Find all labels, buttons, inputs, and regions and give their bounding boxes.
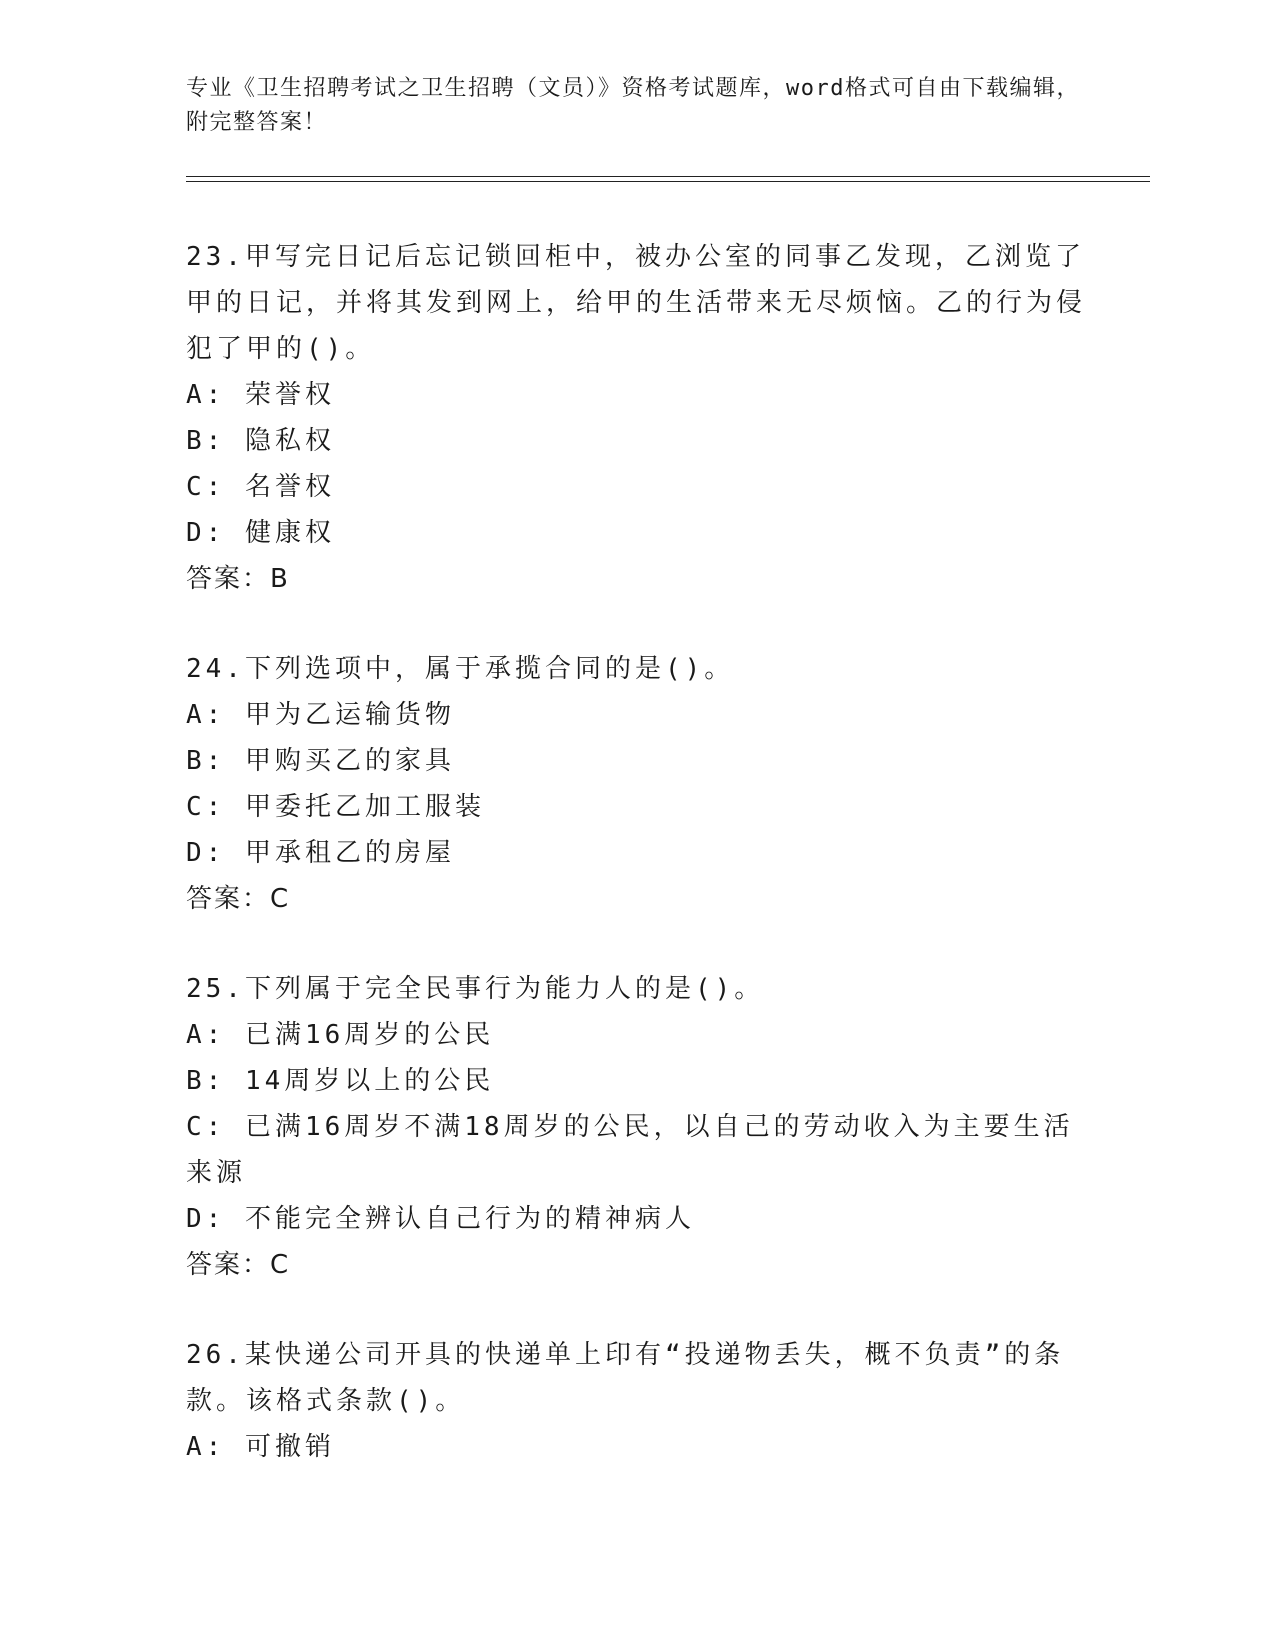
question-stem: 23.甲写完日记后忘记锁回柜中，被办公室的同事乙发现，乙浏览了甲的日记，并将其发到网上，给甲的生活带来无尽烦恼。乙的行为侵犯了甲的()。 [186,242,1087,364]
option-c: C: 已满16周岁不满18周岁的公民，以自己的劳动收入为主要生活来源 [186,1112,1074,1188]
option-c: C: 名誉权 [186,472,335,502]
option-a: A: 已满16周岁的公民 [186,1020,495,1050]
option-c: C: 甲委托乙加工服装 [186,792,485,822]
question-stem: 24.下列选项中，属于承揽合同的是()。 [186,654,735,684]
option-b: B: 14周岁以上的公民 [186,1066,495,1096]
question-stem: 26.某快递公司开具的快递单上印有“投递物丢失，概不负责”的条款。该格式条款()。 [186,1340,1065,1416]
question-25 [186,966,1086,1288]
question-stem: 25.下列属于完全民事行为能力人的是()。 [186,974,765,1004]
question-list [186,234,1086,1514]
option-b: B: 隐私权 [186,426,335,456]
option-d: D: 健康权 [186,518,335,548]
question-23 [186,234,1086,602]
option-b: B: 甲购买乙的家具 [186,746,455,776]
option-d: D: 甲承租乙的房屋 [186,838,455,868]
option-a: A: 甲为乙运输货物 [186,700,455,730]
option-a: A: 荣誉权 [186,380,335,410]
header-divider [186,176,1150,182]
answer: 答案：C [186,1250,291,1280]
answer: 答案：B [186,564,290,594]
option-d: D: 不能完全辨认自己行为的精神病人 [186,1204,695,1234]
question-24 [186,646,1086,922]
question-26 [186,1332,1086,1470]
option-a: A: 可撤销 [186,1432,335,1462]
answer: 答案：C [186,884,291,914]
document-header: 专业《卫生招聘考试之卫生招聘（文员）》资格考试题库，word格式可自由下载编辑，附完整答案！ [186,76,1080,135]
